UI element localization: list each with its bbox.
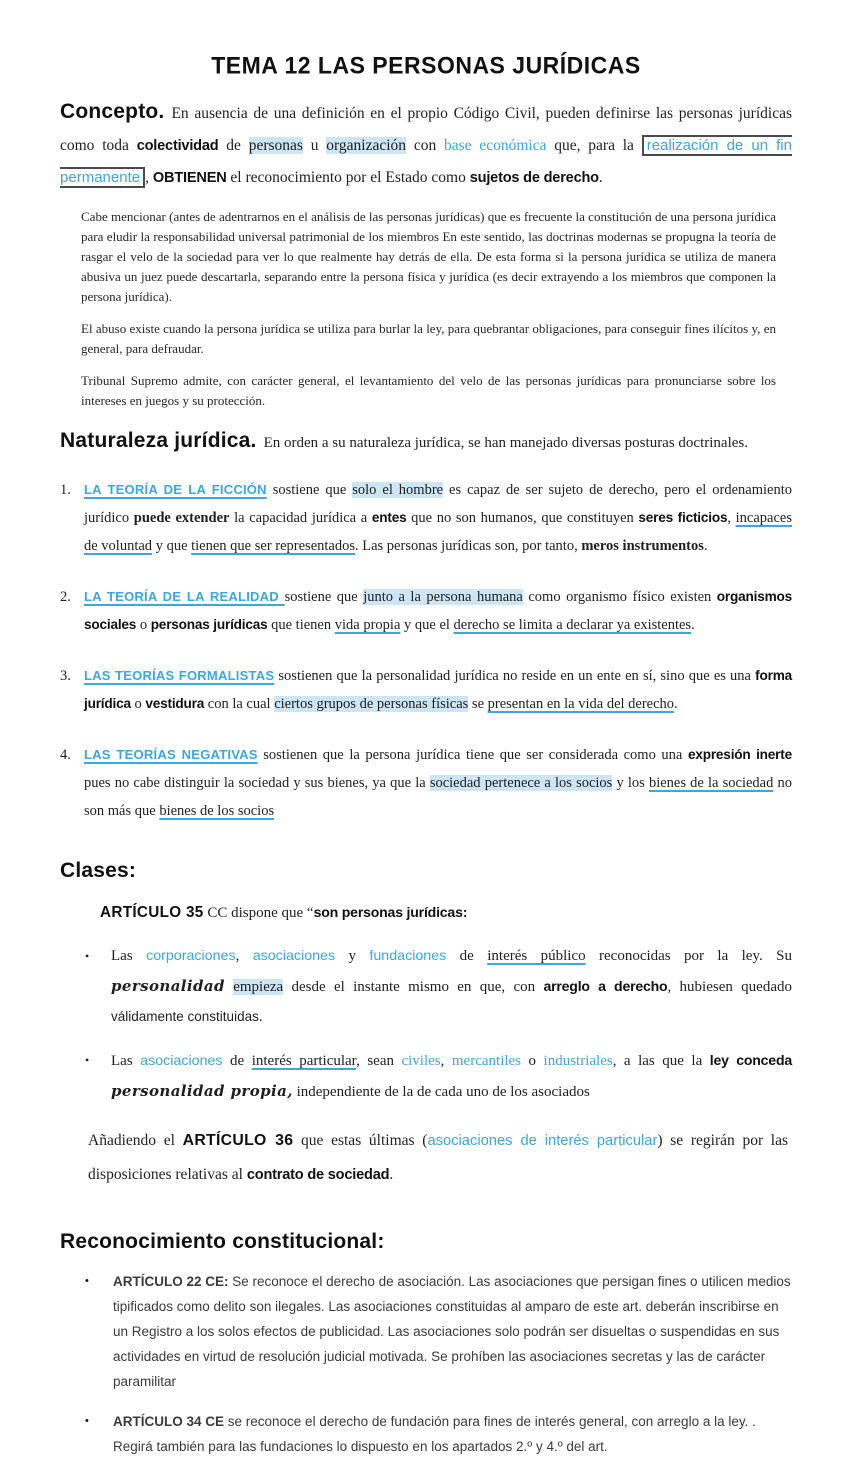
naturaleza-heading: Naturaleza jurídica. (60, 429, 257, 452)
note-paragraph: Tribunal Supremo admite, con carácter general, el levantamiento del velo de las personas jurídicas para pronunciarse sobre los intereses en juegos y su protección. (81, 373, 776, 408)
articulo-35-line: ARTÍCULO 35 CC dispone que “son personas jurídicas: (100, 904, 468, 921)
page-title: TEMA 12 LAS PERSONAS JURÍDICAS (211, 51, 641, 79)
naturaleza-lead: En orden a su naturaleza jurídica, se han manejado diversas posturas doctrinales. (263, 435, 748, 451)
item-text: LA TEORÍA DE LA FICCIÓN sostiene que solo el hombre es capaz de ser sujeto de derecho, pero el ordenamiento jurídico puede extender la capacidad jurídica a entes que no son humanos, que constituyen seres ficticios, incapaces de voluntad y que tienen que ser representados. Las personas jurídicas son, por tanto, meros instrumentos. (84, 482, 792, 554)
ce-bullet-articulo-34 (60, 1409, 792, 1459)
clases-bullet-publico (60, 941, 792, 1032)
clases-heading: Clases: (60, 859, 137, 882)
articulo-36-paragraph: Añadiendo el ARTÍCULO 36 que estas últimas (asociaciones de interés particular) se regirán por las disposiciones relativas al contrato de sociedad. (88, 1132, 789, 1183)
naturaleza-heading-line (60, 429, 792, 453)
bullet-text: Las asociaciones de interés particular, sean civiles, mercantiles o industriales, a las que la ley conceda personalidad propia, independiente de la de cada uno de los asociados (111, 1052, 792, 1100)
item-number: 4. (60, 747, 71, 763)
item-text: LAS TEORÍAS NEGATIVAS sostienen que la persona jurídica tiene que ser considerada como una expresión inerte pues no cabe distinguir la sociedad y sus bienes, ya que la sociedad pertenece a los socios y los bienes de la sociedad no son más que bienes de los socios (84, 747, 793, 819)
section-clases (60, 859, 792, 1192)
note-paragraph: Cabe mencionar (antes de adentrarnos en el análisis de las personas jurídicas) que es frecuente la constitución de una persona jurídica para eludir la responsabilidad universal patrimonial de los miembros En este sentido, las doctrinas modernas se propugna la teoría de rasgar el velo de la sociedad para ver lo que realmente hay detrás de ella. De esta forma si la persona jurídica se utiliza de manera abusiva un juez puede descartarla, separando entre la persona física y jurídica (es decir extrayendo a los miembros que componen la persona jurídica). (81, 209, 776, 304)
notes-block (81, 207, 776, 411)
bullet-icon: • (85, 1275, 89, 1287)
bullet-icon: • (85, 1053, 90, 1067)
bullet-text: ARTÍCULO 22 CE: Se reconoce el derecho de asociación. Las asociaciones que persigan fines o utilicen medios tipificados como delito son ilegales. Las asociaciones constituidas al amparo de este art. deberán inscribirse en un Registro a los solos efectos de publicidad. Las asociaciones solo podrán ser disueltas o suspendidas en sus actividades en virtud de resolución judicial motivada. Se prohíben las asociaciones secretas y las de carácter paramilitar (113, 1274, 791, 1389)
item-text: LAS TEORÍAS FORMALISTAS sostienen que la personalidad jurídica no reside en un ente en sí, sino que es una forma jurídica o vestidura con la cual ciertos grupos de personas físicas se presentan en la vida del derecho. (84, 668, 792, 712)
note-paragraph: El abuso existe cuando la persona jurídica se utiliza para burlar la ley, para quebrantar obligaciones, para conseguir fines ilícitos y, en general, para defraudar. (81, 321, 776, 356)
bullet-icon: • (85, 1415, 89, 1427)
item-number: 3. (60, 668, 71, 684)
reconocimiento-heading: Reconocimiento constitucional: (60, 1230, 385, 1253)
bullet-text: ARTÍCULO 34 CE se reconoce el derecho de fundación para fines de interés general, con arreglo a la ley. . Regirá también para las fundaciones lo dispuesto en los apartados 2.º y 4.º del art. (113, 1414, 756, 1454)
concepto-paragraph: En ausencia de una definición en el propio Código Civil, pueden definirse las personas jurídicas como toda colectividad de personas u organización con base económica que, para la realización de un fin permanente , OBTIENEN el reconocimiento por el Estado como sujetos de derecho. (60, 105, 792, 186)
theory-item-ficcion (60, 476, 792, 560)
concepto-heading: Concepto. (60, 100, 165, 123)
section-reconocimiento (60, 1230, 792, 1459)
bullet-text: Las corporaciones, asociaciones y fundaciones de interés público reconocidas por la ley. Su personalidad empieza desde el instante mismo en que, con arreglo a derecho, hubiesen quedado válidamente constituidas. (111, 948, 792, 1025)
section-concepto (60, 96, 792, 194)
theory-item-formalistas (60, 662, 792, 718)
item-text: LA TEORÍA DE LA REALIDAD sostiene que junto a la persona humana como organismo físico existen organismos sociales o personas jurídicas que tienen vida propia y que el derecho se limita a declarar ya existentes. (84, 589, 792, 633)
section-naturaleza (60, 429, 792, 825)
item-number: 1. (60, 482, 71, 498)
bullet-icon: • (85, 949, 90, 963)
item-number: 2. (60, 589, 71, 605)
clases-bullet-particular (60, 1045, 792, 1107)
theory-item-negativas (60, 741, 792, 825)
ce-bullet-articulo-22 (60, 1269, 792, 1394)
theory-item-realidad (60, 583, 792, 639)
